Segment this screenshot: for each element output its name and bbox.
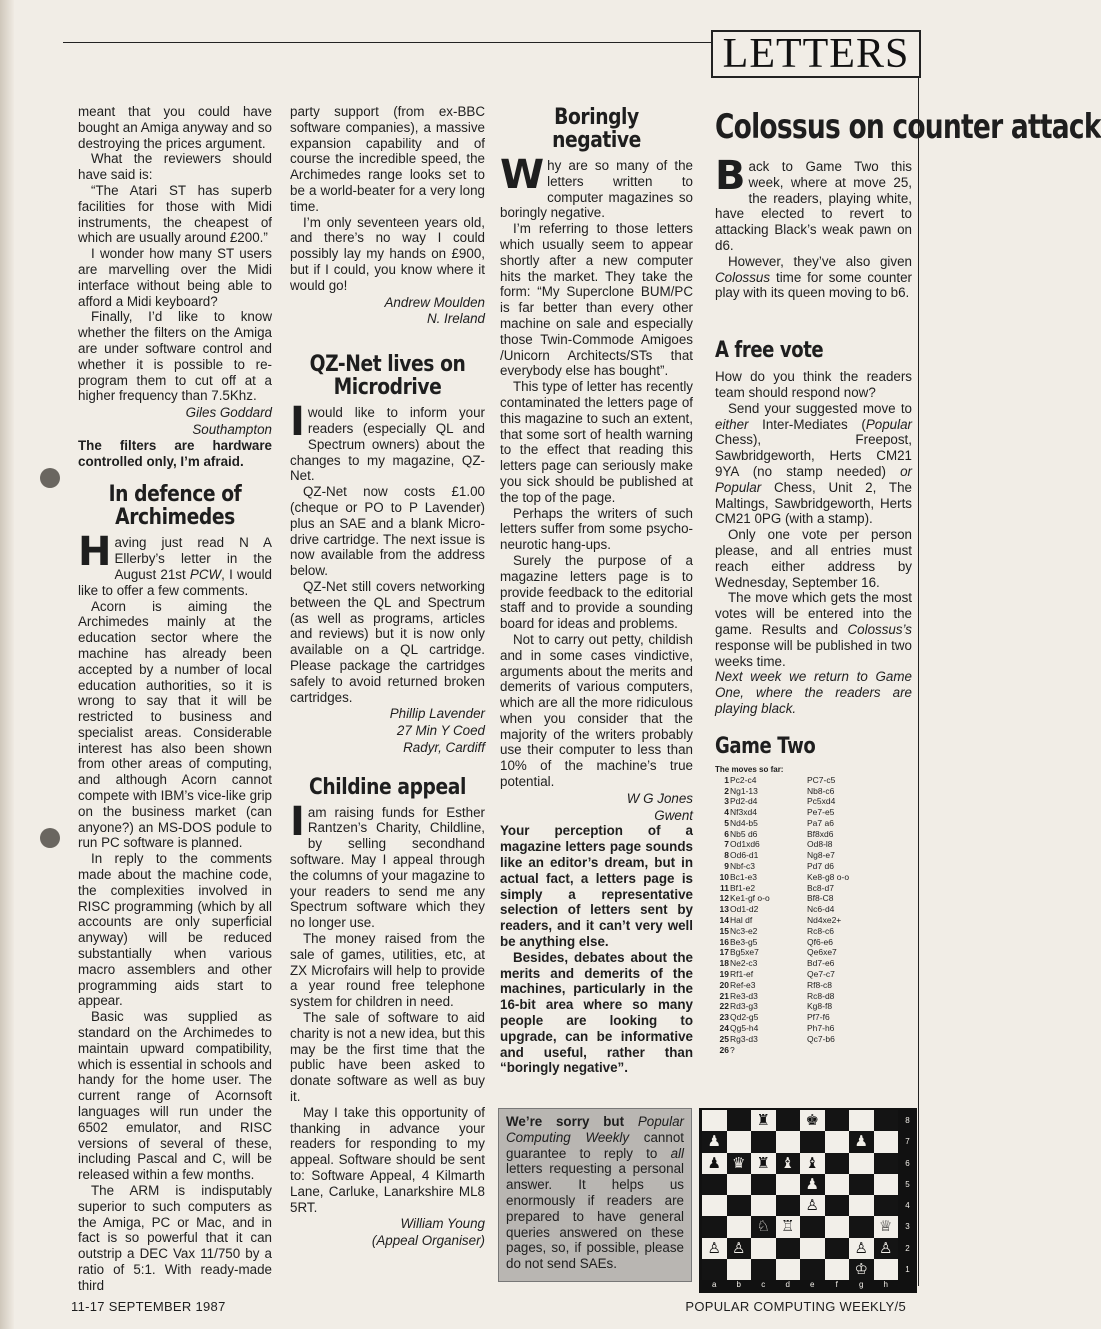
move-black	[807, 1045, 907, 1056]
rank-label: 3	[905, 1222, 910, 1232]
board-square	[727, 1131, 752, 1152]
paragraph: Not to carry out petty, childish and in some cases vindictive, arguments about the merits and demerits of various computers, which are all the more ridiculous when you consider that the majority of the writers probably use their computer to less than 10% of the machine’s true potential.	[500, 631, 693, 790]
editor-reply: The filters are hardware controlled only, I’m afraid.	[78, 437, 272, 469]
board-square	[825, 1174, 850, 1195]
chess-piece-square: ♜	[751, 1153, 776, 1174]
move-white: 20Ref-e3	[719, 979, 756, 990]
move-black: Ng8-e7	[807, 850, 835, 861]
drop-cap: W	[500, 152, 545, 198]
move-black: Bf8-C8	[807, 893, 834, 904]
board-square	[800, 1216, 825, 1237]
move-black: Rc8-d8	[807, 990, 835, 1001]
signature-name: Andrew Moulden	[384, 294, 485, 310]
board-square	[800, 1238, 825, 1259]
rank-label: 6	[905, 1158, 910, 1168]
rank-label: 5	[905, 1179, 910, 1189]
board-square	[825, 1110, 850, 1131]
move-white: 9Nbf-c3	[724, 861, 756, 872]
move-black: Qe7-c7	[807, 969, 835, 980]
file-label: b	[736, 1280, 741, 1289]
board-square	[727, 1195, 752, 1216]
rank-label: 1	[905, 1264, 910, 1274]
paragraph: The ARM is indisputably superior to such computers as the Amiga, PC or Mac, and in fact is so powerful that it can outstrip a DEC Vax 11/750 by a ratio of 5:1. With ready-made third	[78, 1183, 272, 1293]
signature-place: Radyr, Cardiff	[403, 739, 485, 755]
move-black: Bc8-d7	[807, 882, 834, 893]
board-square	[751, 1259, 776, 1280]
board-square	[776, 1259, 801, 1280]
move-white: 5Nd4-b5	[724, 817, 758, 828]
move-white: 8Od6-d1	[724, 850, 759, 861]
file-labels	[702, 1280, 898, 1292]
letter-headline: Childine appeal	[309, 774, 466, 800]
chess-piece-square: ♙	[849, 1238, 874, 1259]
paragraph: QZ-Net now costs £1.00 (cheque or PO to P Lavender) plus an SAE and a blank Micro-drive cartridge. The next issue is now available from the address below.	[290, 484, 485, 579]
chess-board	[699, 1108, 917, 1293]
move-white: 17Bg5xe7	[719, 947, 759, 958]
board-square	[751, 1195, 776, 1216]
section-headline: Game Two	[715, 733, 816, 759]
notice-text: We’re sorry but Popular Computing Weekly cannot guarantee to reply to all letters requesting a personal answer. It helps us enormously if readers are prepared to have general queries answered on these pages, so, if possible, please do not send SAEs.	[506, 1114, 684, 1272]
paragraph: Send your suggested move to either Inter-Mediates (Popular Chess), Freepost, Sawbridgeworth, Herts CM21 9YA (no stamp needed) or Popular Chess, Unit 2, The Maltings, Sawbridgeworth, Herts CM21 0PG (with a stamp).	[715, 400, 912, 527]
board-square	[825, 1131, 850, 1152]
column-4	[715, 104, 1101, 1055]
file-label: e	[810, 1280, 815, 1289]
paragraph: The sale of software to aid charity is not a new idea, but this may be the first time that the public have been asked to donate software as well as buy it.	[290, 1010, 485, 1105]
move-white: 12Ke1-gf o-o	[719, 893, 770, 904]
board-square	[825, 1195, 850, 1216]
signature-role: (Appeal Organiser)	[371, 1233, 485, 1249]
signature-place: N. Ireland	[426, 311, 485, 327]
paragraph: Having just read N A Ellerby’s letter in the August 21st PCW, I would like to offer a few comments.	[78, 529, 272, 598]
rank-labels	[900, 1110, 915, 1280]
board-square	[849, 1174, 874, 1195]
paragraph: This type of letter has recently contaminated the letters page of this magazine to such an extent, that some sort of health warning to the effect that reading this letters page can seriously make you sick should be published at the top of the page.	[500, 379, 693, 505]
board-square	[825, 1216, 850, 1237]
board-square	[776, 1174, 801, 1195]
move-black: Pe7-e5	[807, 807, 835, 818]
letter-headline: In defence of Archimedes	[108, 482, 242, 531]
column-3	[500, 104, 693, 1076]
board-square	[727, 1216, 752, 1237]
paragraph: party support (from ex-BBC software companies), a massive expansion capability and of course the incredible speed, the Archimedes range looks set to be a world-beater for a very long time.	[290, 104, 485, 214]
move-white: 10Bc1-e3	[719, 871, 757, 882]
board-square	[702, 1195, 727, 1216]
paragraph: How do you think the readers team should respond now?	[715, 369, 912, 400]
file-label: g	[859, 1280, 864, 1289]
board-square	[751, 1174, 776, 1195]
move-white: 4Nf3xd4	[724, 807, 757, 818]
board-square	[825, 1238, 850, 1259]
signature-place: Gwent	[654, 807, 693, 823]
paragraph: Surely the purpose of a magazine letters page is to provide feedback to the editorial staff and to provide a sounding board for ideas and problems.	[500, 552, 693, 632]
board-square	[776, 1195, 801, 1216]
paragraph: “The Atari ST has superb facilities for those with Midi instruments, the cheapest of which are usually around £200.”	[78, 182, 272, 246]
chess-piece-square: ♙	[874, 1238, 899, 1259]
board-square	[874, 1131, 899, 1152]
chess-piece-square: ♝	[800, 1153, 825, 1174]
chess-piece-square: ♟	[702, 1153, 727, 1174]
board-square	[751, 1238, 776, 1259]
paragraph: Iwould like to inform your readers (especially QL and Spectrum owners) about the changes to my magazine, QZ-Net.	[290, 399, 485, 484]
chess-piece-square: ♕	[874, 1216, 899, 1237]
chess-piece-square: ♖	[776, 1216, 801, 1237]
move-black: Qc7-b6	[807, 1033, 835, 1044]
move-white: 11Bf1-e2	[720, 882, 756, 893]
chess-piece-square: ♙	[800, 1195, 825, 1216]
board-square	[874, 1195, 899, 1216]
section-masthead: LETTERS	[711, 30, 921, 78]
rank-label: 2	[905, 1243, 910, 1253]
move-black: Pc5xd4	[807, 796, 836, 807]
board-square	[849, 1216, 874, 1237]
footer-date: 11-17 SEPTEMBER 1987	[71, 1299, 226, 1314]
chess-piece-square: ♘	[751, 1216, 776, 1237]
signature-name: Phillip Lavender	[389, 706, 485, 722]
paragraph: However, they’ve also given Colossus time for some counter play with its queen moving to b6.	[715, 253, 912, 301]
board-square	[800, 1131, 825, 1152]
move-black: Ke8-g8 o-o	[807, 871, 850, 882]
paragraph: Back to Game Two this week, where at move 25, the readers, playing white, have elected to revert to attacking Black’s weak pawn on d6.	[715, 153, 912, 253]
drop-cap: I	[290, 798, 305, 845]
rank-label: 4	[905, 1201, 910, 1211]
move-white: 22Rd3-g3	[719, 1001, 758, 1012]
move-white: 3Pd2-d4	[724, 796, 758, 807]
file-label: a	[712, 1280, 717, 1289]
move-white: 7Od1xd6	[724, 839, 760, 850]
move-black: Pf7-f6	[807, 1012, 830, 1023]
move-white: 15Nc3-e2	[719, 925, 758, 936]
paragraph: Iam raising funds for Esther Rantzen’s Charity, Childline, by selling secondhand software. May I appeal through the columns of your magazine to your readers to send me any Spectrum software which they no longer use.	[290, 798, 485, 931]
paragraph: I’m referring to those letters which usually seem to appear shortly after a new computer hits the market. They take the form: “My Superclone BUM/PC is far better than every other machine on sale and especially those Twin-Commode Amigoes /Unicorn Architects/STs that everybody else has bought”.	[500, 221, 693, 379]
board-square	[800, 1259, 825, 1280]
move-black: Kg8-f8	[807, 1001, 833, 1012]
board-square	[849, 1110, 874, 1131]
paragraph: What the reviewers should have said is:	[78, 151, 272, 183]
board-square	[727, 1174, 752, 1195]
move-black: Rf8-c8	[807, 979, 833, 990]
signature-name: William Young	[400, 1216, 485, 1232]
footer-title: POPULAR COMPUTING WEEKLY/5	[685, 1299, 906, 1314]
chess-piece-square: ♙	[702, 1238, 727, 1259]
signature-name: W G Jones	[626, 790, 693, 806]
board-square	[874, 1259, 899, 1280]
paragraph: Only one vote per person please, and all entries must reach either address by Wednesday, September 16.	[715, 527, 912, 590]
paragraph: QZ-Net still covers networking between the QL and Spectrum (as well as programs, articles and reviews) but it is now only available on a QL cartridge. Please package the cartridges safely to avoid returned broken cartridges.	[290, 578, 485, 705]
board-square	[776, 1110, 801, 1131]
move-black: Ph7-h6	[807, 1023, 835, 1034]
chess-piece-square: ♜	[751, 1110, 776, 1131]
board-square	[727, 1110, 752, 1131]
paragraph: I’m only seventeen years old, and there’s no way I could possibly lay my hands on £900, but if I could, you know where it would go!	[290, 214, 485, 293]
drop-cap: B	[715, 153, 746, 199]
moves-list	[715, 775, 912, 1056]
page-edge	[0, 0, 14, 1329]
move-white: 14Hal df	[719, 915, 753, 926]
move-black: PC7-c5	[807, 774, 836, 785]
signature-place: Southampton	[192, 421, 272, 437]
paragraph: Finally, I’d like to know whether the filters on the Amiga are under software control and whether it is possible to re-program them to cut off at a higher frequency than 7.5Khz.	[78, 309, 272, 404]
board-square	[727, 1259, 752, 1280]
chess-piece-square: ♝	[776, 1153, 801, 1174]
letter-headline: QZ-Net lives on Microdrive	[309, 352, 466, 401]
move-white: 13Od1-d2	[719, 904, 759, 915]
move-white: 24Qg5-h4	[719, 1023, 759, 1034]
move-black: Pa7 a6	[807, 817, 834, 828]
drop-cap: H	[78, 529, 112, 576]
move-white: 1Pc2-c4	[724, 774, 757, 785]
move-white: 25Rg3-d3	[719, 1033, 758, 1044]
binder-hole	[40, 828, 60, 848]
move-white: 19Rf1-ef	[719, 969, 754, 980]
board-square	[874, 1174, 899, 1195]
chess-piece-square: ♚	[800, 1110, 825, 1131]
move-white: 21Re3-d3	[719, 990, 758, 1001]
column-2	[290, 104, 485, 1249]
move-black: Bd7-e6	[807, 958, 835, 969]
board-squares	[702, 1110, 898, 1280]
board-square	[702, 1216, 727, 1237]
paragraph: The move which gets the most votes will be entered into the game. Results and Colossus’s response will be published in two weeks time.	[715, 590, 912, 669]
moves-heading: The moves so far:	[715, 764, 784, 774]
move-black: Qe6xe7	[807, 947, 837, 958]
drop-cap: I	[290, 399, 305, 446]
move-black: Nc6-d4	[807, 904, 835, 915]
paragraph: Basic was supplied as standard on the Archimedes to maintain upward compatibility, which is essential in schools and handy for the home user. The current range of Acornsoft languages will run under the 6502 emulator, and RISC versions of several of these, including Pascal and C, will be released within a few months.	[78, 1009, 272, 1183]
board-square	[776, 1238, 801, 1259]
file-label: d	[785, 1280, 790, 1289]
move-white: 26?	[719, 1044, 735, 1055]
letter-headline: Boringly negative	[552, 105, 641, 153]
paragraph: Perhaps the writers of such letters suffer from some psycho-neurotic hang-ups.	[500, 505, 693, 553]
move-black: Od8-l8	[807, 839, 833, 850]
chess-headline: Colossus on counter attack	[715, 107, 1101, 147]
paragraph: In reply to the comments made about the machine code, the complexities involved in RISC programming (which by all accounts are only superficial anyway) will be reduced substantially when various macro assemblers and other programming aids start to appear.	[78, 851, 272, 1009]
paragraph: Why are so many of the letters written to computer magazines so boringly negative.	[500, 152, 693, 221]
board-square	[751, 1131, 776, 1152]
file-label: h	[883, 1280, 888, 1289]
section-headline: A free vote	[715, 338, 824, 364]
chess-piece-square: ♟	[800, 1174, 825, 1195]
sae-notice-box	[498, 1108, 692, 1282]
move-black: Qf6-e6	[807, 936, 833, 947]
binder-hole	[40, 468, 60, 488]
move-white: 16Be3-g5	[719, 936, 758, 947]
move-black: Bf8xd6	[807, 828, 834, 839]
chess-piece-square: ♟	[849, 1131, 874, 1152]
move-black: Pd7 d6	[807, 861, 834, 872]
paragraph: I wonder how many ST users are marvelling over the Midi interface without being able to afford a Midi keyboard?	[78, 246, 272, 309]
move-black: Nd4xe2+	[807, 915, 842, 926]
board-square	[702, 1259, 727, 1280]
move-black: Nb8-c6	[807, 785, 835, 796]
board-square	[849, 1195, 874, 1216]
move-white: 23Qd2-g5	[719, 1012, 759, 1023]
board-square	[702, 1110, 727, 1131]
chess-piece-square: ♙	[727, 1238, 752, 1259]
chess-piece-square: ♟	[702, 1131, 727, 1152]
rank-label: 7	[905, 1137, 910, 1147]
board-square	[825, 1153, 850, 1174]
paragraph: Acorn is aiming the Archimedes mainly at the education sector where the machine has already been accepted by a number of local education authorities, so it is wrong to say that it will be restricted to business and specialist areas. Considerable interest has also been shown from other areas of computing, and although Acorn cannot compete with IBM’s vice-like grip on the business market (can anyone?) an MS-DOS podule to run PC software is planned.	[78, 598, 272, 851]
chess-piece-square: ♛	[727, 1153, 752, 1174]
paragraph: May I take this opportunity of thanking in advance your readers for responding to my appeal. Software should be sent to: Software Appeal, 4 Kilmarth Lane, Carluke, Lanarkshire ML8 5RT.	[290, 1104, 485, 1215]
board-square	[849, 1153, 874, 1174]
file-label: f	[835, 1280, 838, 1289]
board-square	[825, 1259, 850, 1280]
move-white: 6Nb5 d6	[724, 828, 758, 839]
rank-label: 8	[905, 1116, 910, 1126]
chess-piece-square: ♔	[849, 1259, 874, 1280]
board-square	[874, 1110, 899, 1131]
paragraph: Next week we return to Game One, where the readers are playing black.	[715, 669, 912, 716]
editor-reply: Besides, debates about the merits and demerits of the machines, particularly in the 16-bit area where so many people are looking to upgrade, can be informative and useful, rather than “boringly negative”.	[500, 949, 693, 1076]
move-white: 2Ng1-13	[724, 785, 758, 796]
paragraph: meant that you could have bought an Amiga anyway and so destroying the prices argument.	[78, 104, 272, 151]
editor-reply: Your perception of a magazine letters page sounds like an editor’s dream, but in actual fact, a letters page is simply a representative selection of letters sent by readers, and it can’t very well be anything else.	[500, 823, 693, 950]
signature-name: Giles Goddard	[185, 405, 272, 421]
file-label: c	[761, 1280, 766, 1289]
paragraph: The money raised from the sale of games, utilities, etc, at ZX Microfairs will help to provide a year round free telephone system for children in need.	[290, 931, 485, 1010]
board-square	[874, 1153, 899, 1174]
column-1	[78, 104, 272, 1294]
board-square	[776, 1131, 801, 1152]
move-black: Rc8-c6	[807, 925, 834, 936]
move-white: 18Ne2-c3	[719, 958, 758, 969]
signature-address: 27 Min Y Coed	[396, 723, 485, 739]
board-square	[702, 1174, 727, 1195]
